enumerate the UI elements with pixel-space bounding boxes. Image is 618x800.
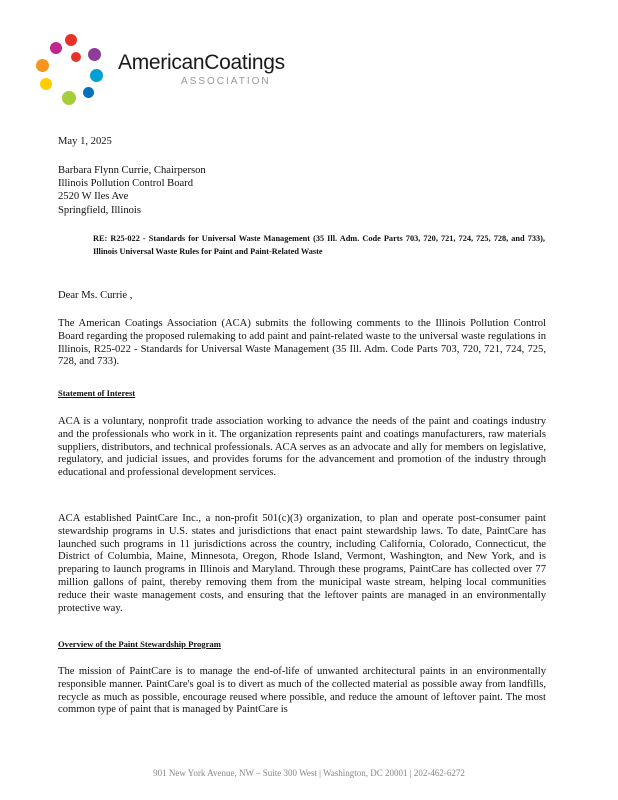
paragraph-interest-1: ACA is a voluntary, nonprofit trade association working to advance the needs of the paint and coatings industry and the professionals who work in it. The organization represents paint and coatings manufacturers, raw materials suppliers, distributors, and technical professionals. ACA serves as an advocate and ally for members on legislative, regulatory, and judicial issues, and provides forums for the advancement and promotion of the industry through educational and professional development services. — [58, 416, 546, 479]
brand-name: AmericanCoatings — [118, 51, 285, 74]
recipient-address: 2520 W Iles Ave — [58, 191, 129, 202]
logo-dot-red-small — [71, 52, 81, 62]
recipient-name: Barbara Flynn Currie, Chairperson — [58, 165, 206, 176]
logo-dot-purple — [88, 48, 101, 61]
logo-dot-yellow — [40, 78, 52, 90]
logo-dot-orange — [36, 59, 49, 72]
letter-date: May 1, 2025 — [58, 136, 112, 147]
logo-dot-navy — [83, 87, 94, 98]
heading-statement-of-interest — [58, 388, 135, 398]
re-subject-line: RE: R25-022 - Standards for Universal Waste Management (35 Ill. Adm. Code Parts 703, 720, 721, 724, 725, 728, and 733), Illinois Universal Waste Rules for Paint and Paint-Related Waste — [93, 234, 545, 256]
heading-overview-text: Overview of the Paint Stewardship Program — [58, 639, 221, 649]
heading-interest-text: Statement of Interest — [58, 388, 136, 398]
paragraph-interest-2: ACA established PaintCare Inc., a non-profit 501(c)(3) organization, to plan and operate post-consumer paint stewardship programs in U.S. states and jurisdictions that enact paint stewardship laws. To date, PaintCare has launched such programs in 11 jurisdictions across the country, including California, Colorado, Connecticut, the District of Columbia, Maine, Minnesota, Oregon, Rhode Island, Vermont, Washington, and New York, and is preparing to launch programs in Illinois and Maryland. Through these programs, PaintCare has collected over 77 million gallons of paint, thereby removing them from the municipal waste stream, helping local communities reduce their waste management costs, and ensuring that the leftover paints are managed in an environmentally protective way. — [58, 513, 546, 614]
logo-dot-green — [62, 91, 76, 105]
logo-dot-red — [65, 34, 77, 46]
letter-footer: 901 New York Avenue, NW – Suite 300 West | Washington, DC 20001 | 202-462-6272 — [153, 768, 465, 778]
logo-dot-magenta — [50, 42, 62, 54]
brand-subtitle: ASSOCIATION — [181, 76, 271, 87]
aca-logo-icon — [34, 32, 104, 108]
recipient-city: Springfield, Illinois — [58, 205, 141, 216]
heading-overview — [58, 639, 221, 649]
logo-dot-blue — [90, 69, 103, 82]
salutation: Dear Ms. Currie , — [58, 290, 133, 301]
recipient-organization: Illinois Pollution Control Board — [58, 178, 194, 189]
paragraph-overview: The mission of PaintCare is to manage the end-of-life of unwanted architectural paints in an environmentally responsible manner. PaintCare's goal is to divert as much of the collected material as possible away from landfills, recycle as much as possible, encourage reused where possible, and reduce the amount of leftover paint. The most common type of paint that is managed by PaintCare is — [58, 666, 546, 716]
paragraph-intro: The American Coatings Association (ACA) submits the following comments to the Illinois Pollution Control Board regarding the proposed rulemaking to add paint and paint-related waste to the universal waste regulations in Illinois, R25-022 - Standards for Universal Waste Management (35 Ill. Adm. Code Parts 703, 720, 721, 724, 725, 728, and 733). — [58, 318, 546, 368]
